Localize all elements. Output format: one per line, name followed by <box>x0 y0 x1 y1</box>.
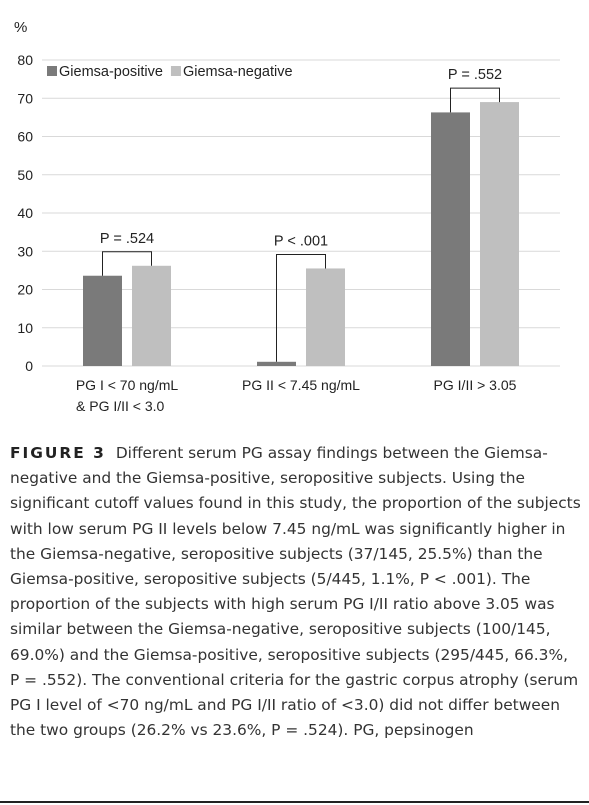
y-tick-labels <box>17 52 33 374</box>
y-tick-label: 0 <box>25 358 33 374</box>
y-tick-label: 10 <box>17 319 33 336</box>
y-tick-label: 50 <box>17 166 33 183</box>
bar <box>480 102 519 366</box>
x-tick-label: & PG I/II < 3.0 <box>76 398 165 414</box>
x-tick-label: PG II < 7.45 ng/mL <box>242 377 360 393</box>
legend-swatch <box>171 66 181 76</box>
y-tick-label: 20 <box>17 281 33 298</box>
y-tick-label: 30 <box>17 243 33 260</box>
legend-label: Giemsa-positive <box>59 64 163 80</box>
caption-text: Different serum PG assay findings between the Giemsa-negative and the Giemsa-positive, seropositive subjects. Using the significant cutoff values found in this study, the proportion of the subjects with low serum PG II levels below 7.45 ng/mL was significantly higher in the Giemsa-negative, seropositive subjects (37/145, 25.5%) than the Giemsa-positive, seropositive subjects (5/445, 1.1%, P < .001). The proportion of the subjects with high serum PG I/II ratio above 3.05 was similar between the Giemsa-negative, seropositive subjects (100/145, 69.0%) and the Giemsa-positive, seropositive subjects (295/445, 66.3%, P = .552). The conventional criteria for the gastric corpus atrophy (serum PG I level of <70 ng/mL and PG I/II ratio of <3.0) did not differ between the two groups (26.2% vs 23.6%, P = .524). PG, pepsinogen <box>10 444 581 740</box>
p-value-label: P < .001 <box>273 233 329 250</box>
y-axis-label: % <box>14 19 28 36</box>
bar <box>306 268 345 366</box>
bar <box>132 266 171 366</box>
p-value-label: P = .524 <box>99 230 155 247</box>
legend-label: Giemsa-negative <box>182 64 293 80</box>
legend-swatch <box>47 66 57 76</box>
figure-label: FIGURE 3 <box>10 444 106 462</box>
x-tick-labels <box>76 377 517 414</box>
x-tick-label: PG I < 70 ng/mL <box>75 377 179 393</box>
x-tick-label: PG I/II > 3.05 <box>433 377 517 393</box>
bar <box>83 276 122 366</box>
y-tick-label: 40 <box>17 205 33 221</box>
bar <box>257 362 296 366</box>
legend <box>47 64 293 80</box>
y-tick-label: 80 <box>17 52 33 68</box>
p-value-label: P = .552 <box>447 67 503 84</box>
bottom-rule <box>0 801 589 803</box>
y-tick-label: 60 <box>17 128 33 145</box>
y-tick-label: 70 <box>17 90 33 107</box>
figure-caption <box>10 441 582 743</box>
bar <box>431 112 470 366</box>
